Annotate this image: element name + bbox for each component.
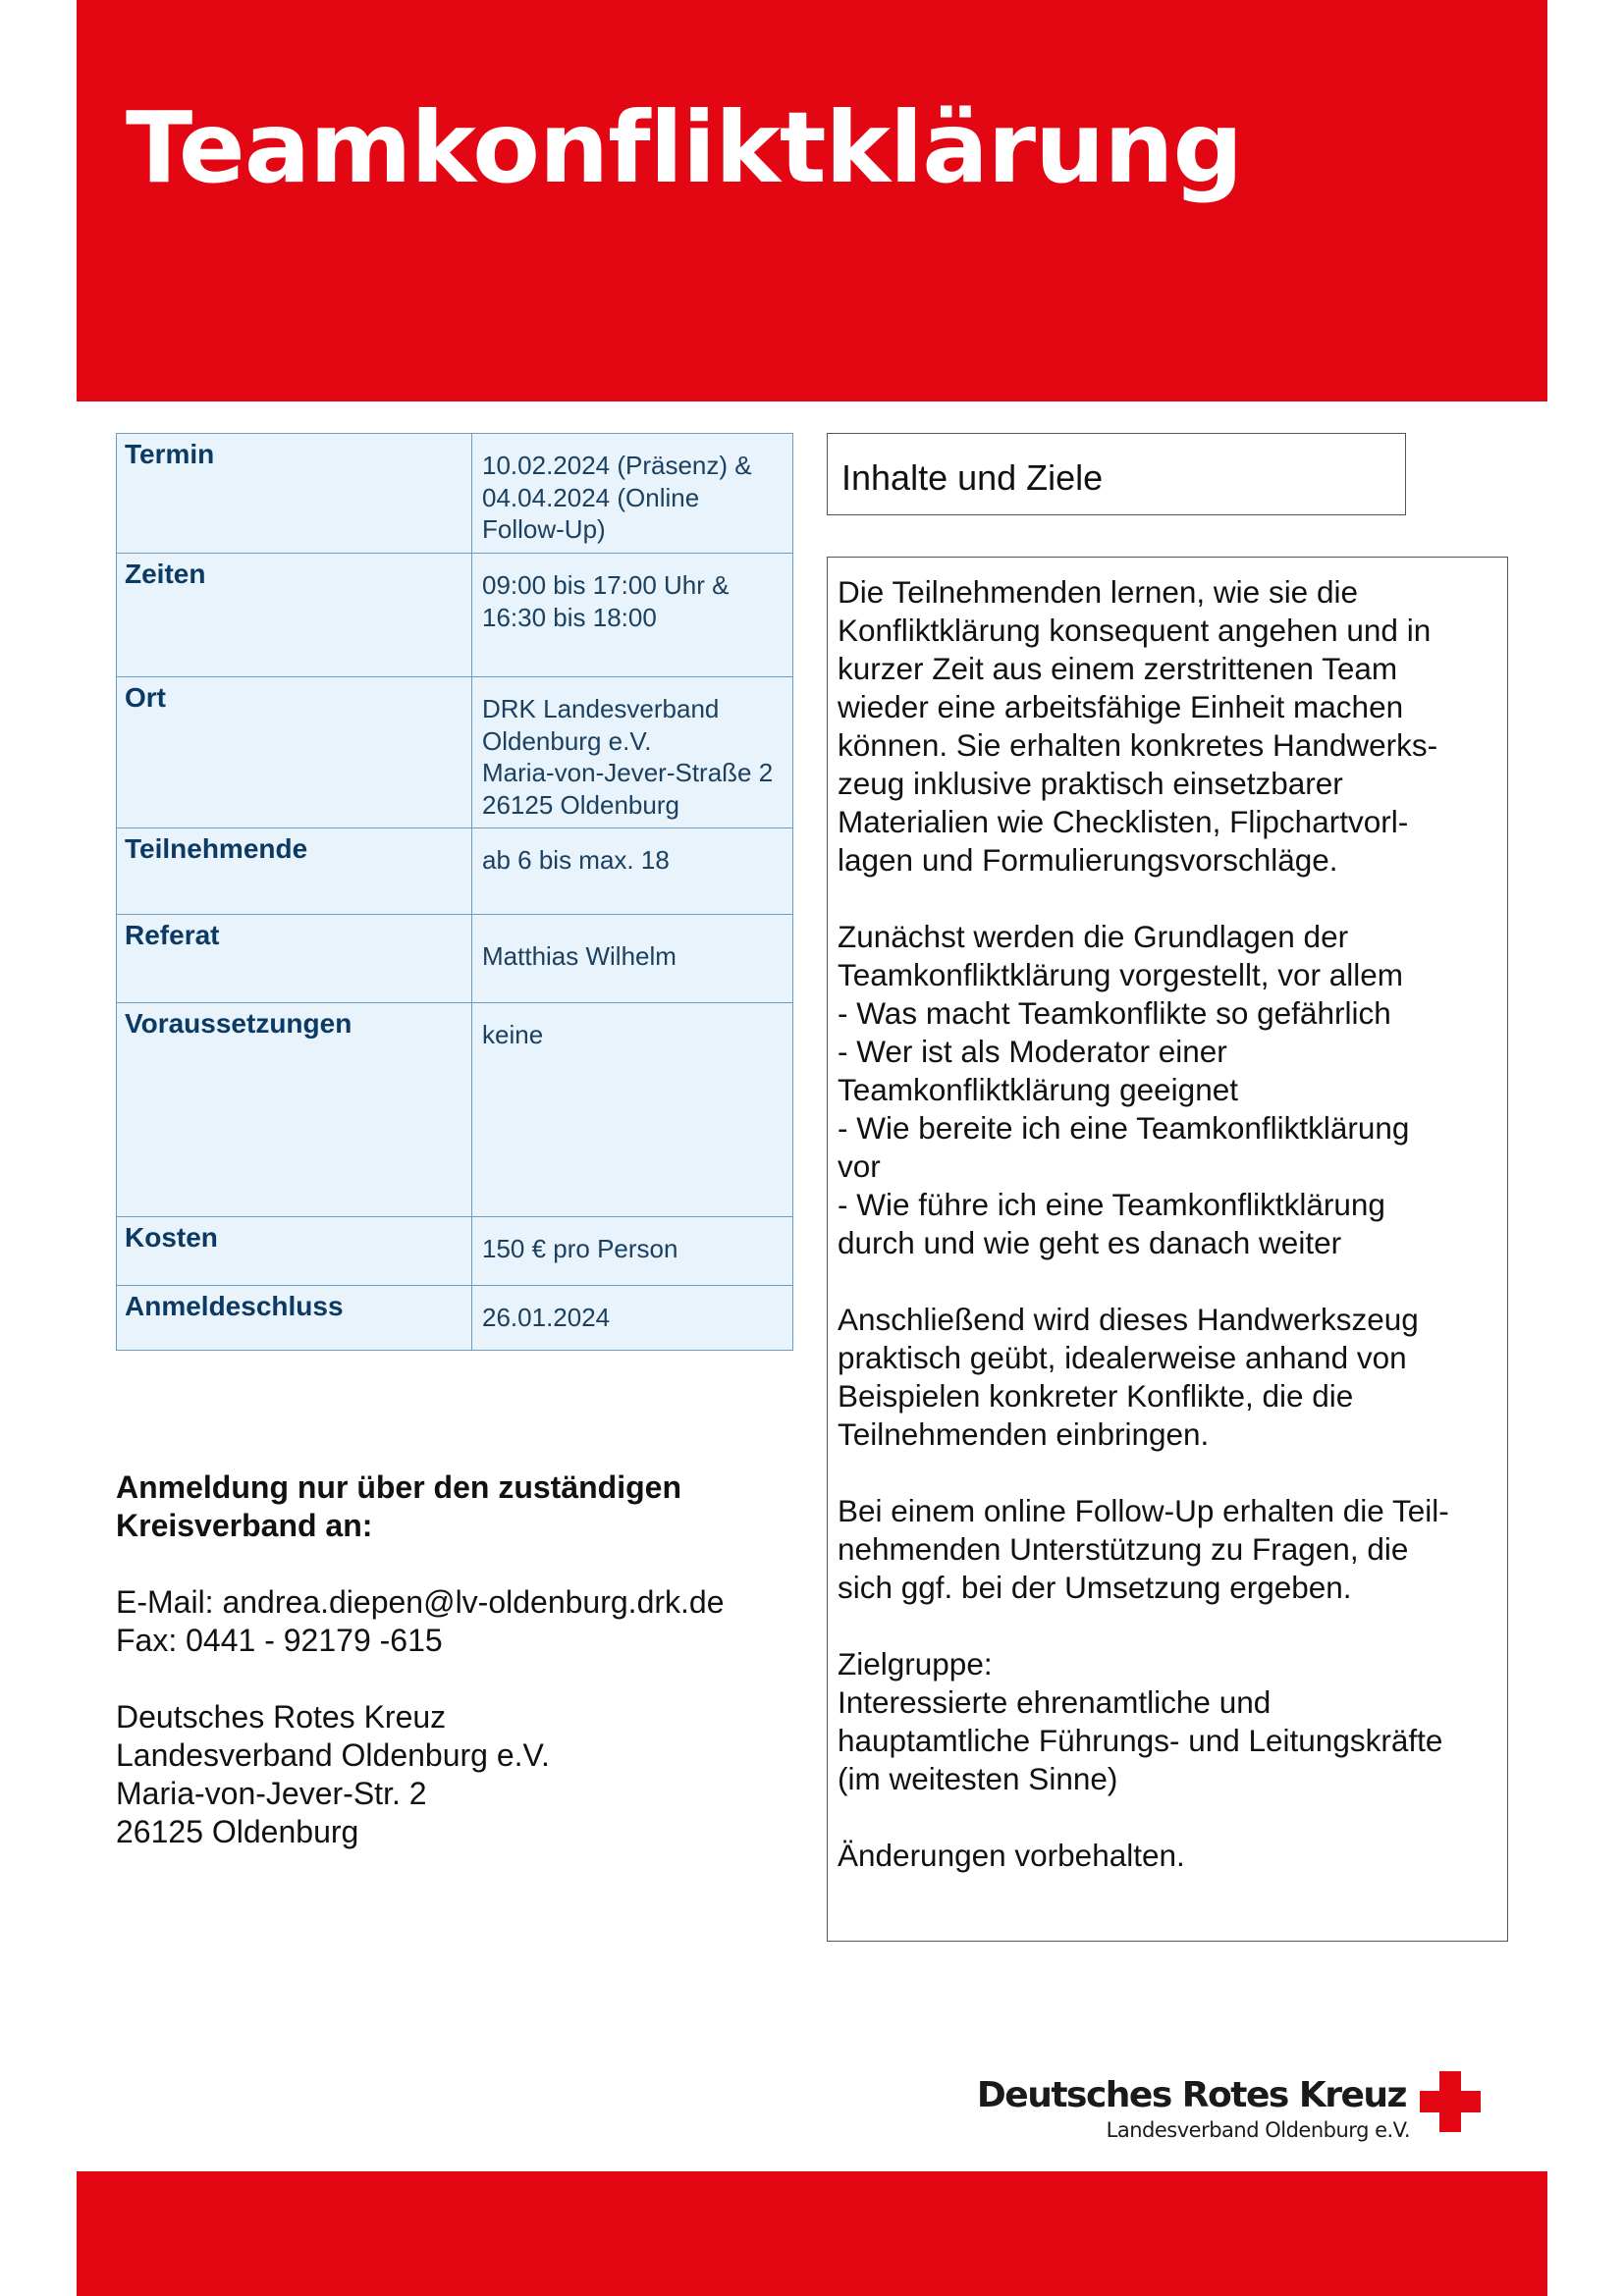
row-value: 150 € pro Person — [472, 1217, 793, 1286]
row-label: Ort — [117, 677, 472, 828]
row-value: Matthias Wilhelm — [472, 915, 793, 1003]
drk-logo — [974, 2071, 1485, 2140]
row-value: 09:00 bis 17:00 Uhr & 16:30 bis 18:00 — [472, 554, 793, 677]
table-row — [117, 677, 793, 828]
registration-contact: E-Mail: andrea.diepen@lv-oldenburg.drk.de Fax: 0441 - 92179 -615 — [116, 1584, 725, 1658]
content-paragraph: Bei einem online Follow-Up erhalten die Teil- nehmenden Unterstützung zu Fragen, die sich ggf. bei der Umsetzung ergeben. — [838, 1493, 1449, 1605]
row-value: 10.02.2024 (Präsenz) & 04.04.2024 (Online Follow-Up) — [472, 434, 793, 554]
registration-title: Anmeldung nur über den zuständigen Kreisverband an: — [116, 1469, 681, 1543]
table-row — [117, 1003, 793, 1217]
table-row — [117, 554, 793, 677]
registration-address: Deutsches Rotes Kreuz Landesverband Oldenburg e.V. Maria-von-Jever-Str. 2 26125 Oldenburg — [116, 1699, 550, 1849]
row-value: DRK Landesverband Oldenburg e.V. Maria-von-Jever-Straße 2 26125 Oldenburg — [472, 677, 793, 828]
content-paragraph: Anschließend wird dieses Handwerkszeug praktisch geübt, idealerweise anhand von Beispielen konkreter Konflikte, die die Teilnehmenden einbringen. — [838, 1302, 1419, 1452]
content-paragraph: Die Teilnehmenden lernen, wie sie die Konfliktklärung konsequent angehen und in kurzer Zeit aus einem zerstrittenen Team wieder eine arbeitsfähige Einheit machen können. Sie erhalten konkretes Handwerks- zeug inklusive praktisch einsetzbarer Materialien wie Checklisten, Flipchartvorl- lagen und Formulierungsvorschläge. — [838, 574, 1438, 878]
content-paragraph: Zielgruppe: Interessierte ehrenamtliche und hauptamtliche Führungs- und Leitungskräfte (im weitesten Sinne) — [838, 1646, 1443, 1796]
row-value: ab 6 bis max. 18 — [472, 828, 793, 915]
row-value: keine — [472, 1003, 793, 1217]
table-row — [117, 915, 793, 1003]
content-paragraph: Zunächst werden die Grundlagen der Teamkonfliktklärung vorgestellt, vor allem - Was macht Teamkonflikte so gefährlich - Wer ist als Moderator einer Teamkonfliktklärung geeignet - Wie bereite ich eine Teamkonfliktklärung vor - Wie führe ich eine Teamkonfliktklärung durch und wie geht es danach weiter — [838, 919, 1410, 1260]
table-row — [117, 1217, 793, 1286]
row-label: Zeiten — [117, 554, 472, 677]
red-cross-icon — [1420, 2071, 1481, 2132]
event-info-table — [116, 433, 793, 1351]
table-row — [117, 434, 793, 554]
logo-name: Deutsches Rotes Kreuz — [976, 2075, 1406, 2115]
row-label: Anmeldeschluss — [117, 1286, 472, 1351]
content-box — [827, 557, 1508, 1942]
content-heading: Inhalte und Ziele — [827, 433, 1406, 515]
row-value: 26.01.2024 — [472, 1286, 793, 1351]
table-row — [117, 828, 793, 915]
footer-band — [77, 2171, 1547, 2296]
table-row — [117, 1286, 793, 1351]
page-title: Teamkonfliktklärung — [126, 90, 1243, 205]
row-label: Termin — [117, 434, 472, 554]
content-paragraph: Änderungen vorbehalten. — [838, 1838, 1185, 1873]
registration-block — [116, 1468, 803, 1851]
logo-subtitle: Landesverband Oldenburg e.V. — [1106, 2118, 1410, 2142]
row-label: Voraussetzungen — [117, 1003, 472, 1217]
row-label: Referat — [117, 915, 472, 1003]
row-label: Teilnehmende — [117, 828, 472, 915]
row-label: Kosten — [117, 1217, 472, 1286]
